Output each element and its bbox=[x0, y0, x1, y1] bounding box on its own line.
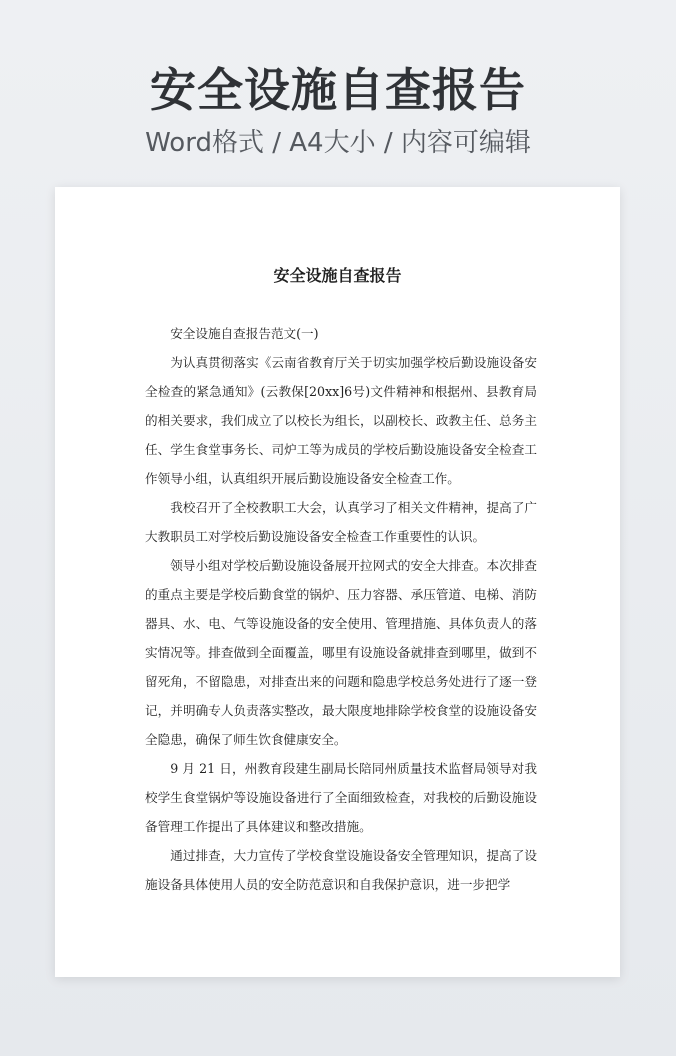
banner-header bbox=[0, 58, 676, 162]
document-page bbox=[55, 187, 620, 977]
paragraph: 我校召开了全校教职工大会，认真学习了相关文件精神，提高了广大教职员工对学校后勤设施设备安全检查工作重要性的认识。 bbox=[145, 500, 537, 544]
banner-subtitle: Word格式 / A4大小 / 内容可编辑 bbox=[145, 128, 531, 158]
paragraph: 安全设施自查报告范文(一) bbox=[170, 326, 319, 341]
paragraph: 领导小组对学校后勤设施设备展开拉网式的安全大排查。本次排查的重点主要是学校后勤食堂的锅炉、压力容器、承压管道、电梯、消防器具、水、电、气等设施设备的安全使用、管理措施、具体负责人的落实情况等。排查做到全面覆盖，哪里有设施设备就排查到哪里，做到不留死角，不留隐患，对排查出来的问题和隐患学校总务处进行了逐一登记，并明确专人负责落实整改，最大限度地排除学校食堂的设施设备安全隐患，确保了师生饮食健康安全。 bbox=[145, 558, 537, 747]
paragraph: 为认真贯彻落实《云南省教育厅关于切实加强学校后勤设施设备安全检查的紧急通知》(云教保[20xx]6号)文件精神和根据州、县教育局的相关要求，我们成立了以校长为组长，以副校长、政教主任、总务主任、学生食堂事务长、司炉工等为成员的学校后勤设施设备安全检查工作领导小组，认真组织开展后勤设施设备安全检查工作。 bbox=[145, 355, 537, 486]
paragraph: 通过排查，大力宣传了学校食堂设施设备安全管理知识，提高了设施设备具体使用人员的安全防范意识和自我保护意识，进一步把学 bbox=[145, 848, 537, 892]
paragraph: 9 月 21 日，州教育段建生副局长陪同州质量技术监督局领导对我校学生食堂锅炉等设施设备进行了全面细致检查，对我校的后勤设施设备管理工作提出了具体建议和整改措施。 bbox=[145, 761, 537, 834]
banner-title: 安全设施自查报告 bbox=[150, 63, 526, 117]
document-body bbox=[145, 319, 537, 899]
document-title: 安全设施自查报告 bbox=[273, 266, 402, 285]
